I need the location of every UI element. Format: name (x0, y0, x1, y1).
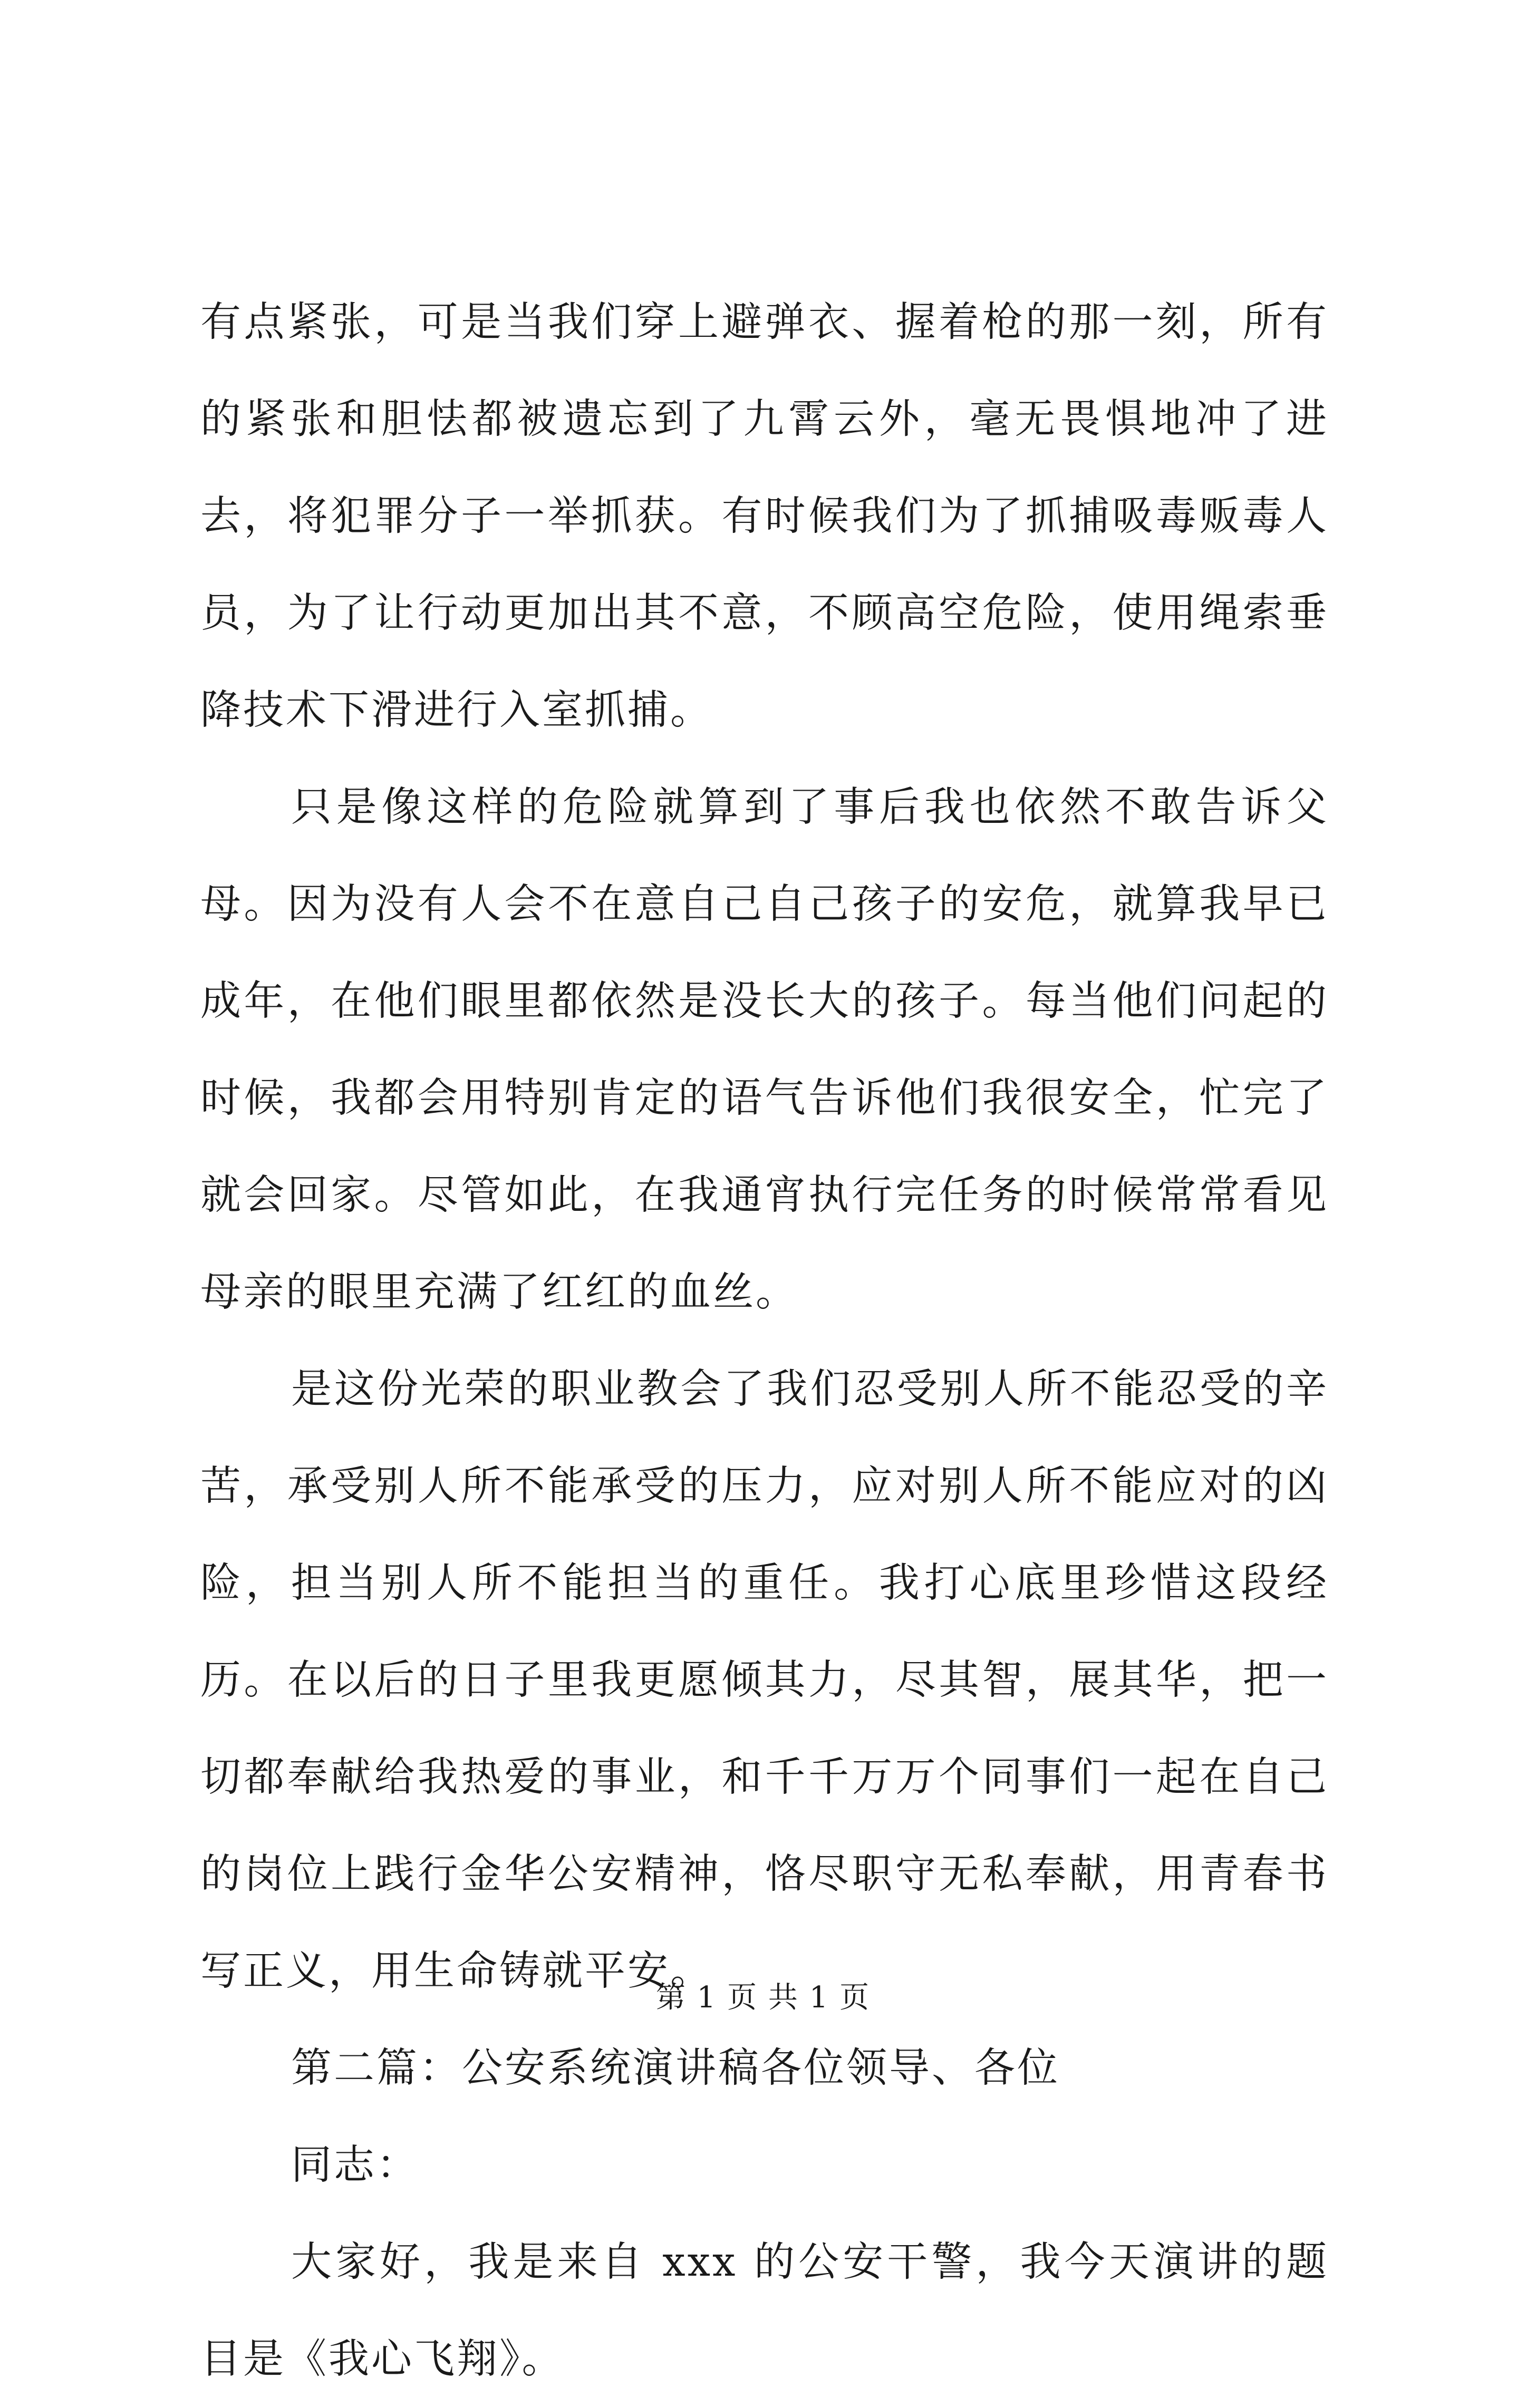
section-heading: 第二篇：公安系统演讲稿各位领导、各位 (291, 2045, 1060, 2092)
paragraph-3: 是这份光荣的职业教会了我们忍受别人所不能忍受的辛苦，承受别人所不能承受的压力，应对别人所不能应对的凶险，担当别人所不能担当的重任。我打心底里珍惜这段经历。在以后的日子里我更愿倾其力，尽其智，展其华，把一切都奉献给我热爱的事业，和千千万万个同事们一起在自己的岗位上践行金华公安精神，恪尽职守无私奉献，用青春书写正义，用生命铸就平安。 (200, 1366, 1329, 1995)
page-number-footer: 第 1 页 共 1 页 (655, 1980, 871, 2015)
salutation: 同志： (291, 2142, 419, 2189)
paragraph-1: 有点紧张，可是当我们穿上避弹衣、握着枪的那一刻，所有的紧张和胆怯都被遗忘到了九霄云外，毫无畏惧地冲了进去，将犯罪分子一举抓获。有时候我们为了抓捕吸毒贩毒人员，为了让行动更加出其不意，不顾高空危险，使用绳索垂降技术下滑进行入室抓捕。 (200, 299, 1329, 734)
document-body (200, 274, 1329, 2408)
paragraph-2: 只是像这样的危险就算到了事后我也依然不敢告诉父母。因为没有人会不在意自己自己孩子的安危，就算我早已成年，在他们眼里都依然是没长大的孩子。每当他们问起的时候，我都会用特别肯定的语气告诉他们我很安全，忙完了就会回家。尽管如此，在我通宵执行完任务的时候常常看见母亲的眼里充满了红红的血丝。 (200, 784, 1329, 1316)
opening-paragraph: 大家好，我是来自 xxx 的公安干警，我今天演讲的题目是《我心飞翔》。 (200, 2239, 1329, 2383)
